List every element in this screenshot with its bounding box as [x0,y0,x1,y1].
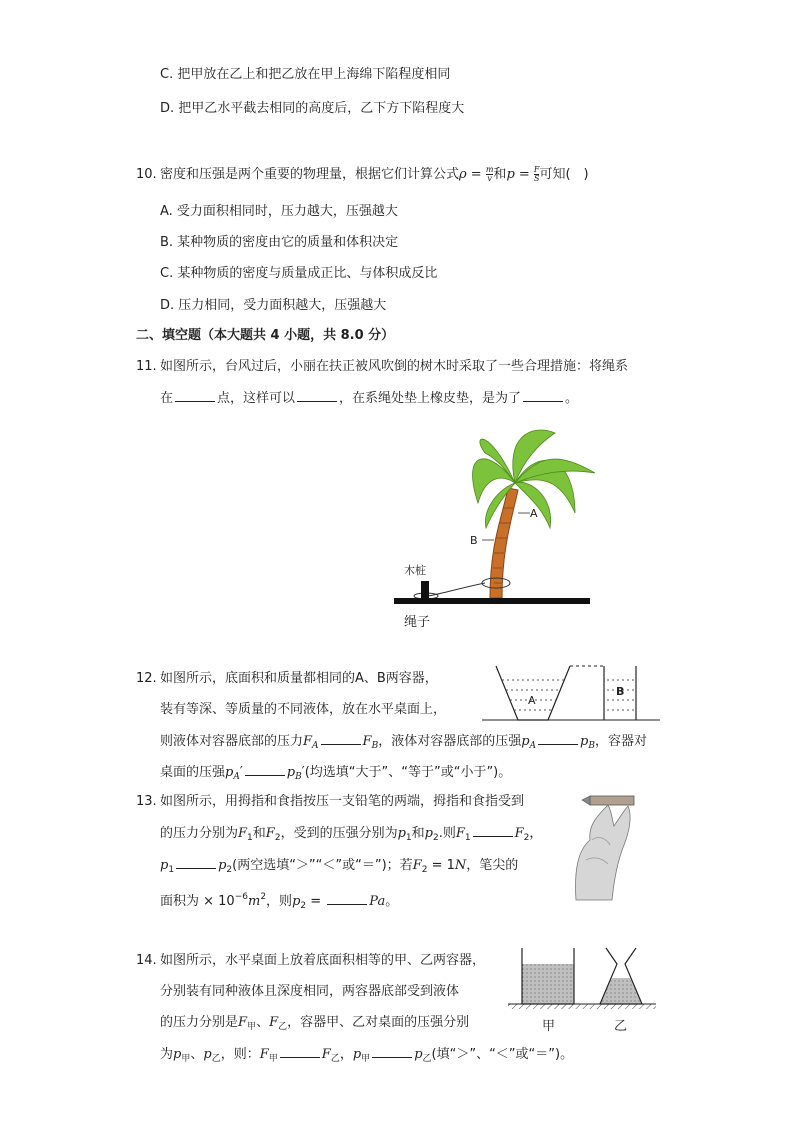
answer-blank[interactable] [297,389,337,402]
q12-line3: 则液体对容器底部的压力$F_A$ $F_B$，液体对容器底部的压强$p_A$ $p_B$，容器对 [160,734,648,751]
q10-option-b: B. 某种物质的密度由它的质量和体积决定 [160,235,399,250]
q9-option-c: C. 把甲放在乙上和把乙放在甲上海绵下陷程度相同 [160,67,451,82]
hand [576,805,631,900]
q10-option-a: A. 受力面积相同时，压力越大，压强越大 [160,204,398,219]
palm-tree-figure [390,418,600,633]
container-a-label: A [528,694,536,707]
q13-line3: $p_1$ $p_2$(两空选填“＞”“＜”或“＝”)；若$F_2 = 1N$，笔尖的 [160,858,519,875]
container-a [496,666,570,720]
table-ground [508,1004,656,1009]
section-title: 二、填空题（本大题共 4 小题，共 8.0 分） [136,328,395,343]
label-yi: 乙 [614,1019,628,1034]
containers-ab-figure [482,660,662,726]
q10-option-d: D. 压力相同，受力面积越大，压强越大 [160,298,387,313]
q14-line2: 分别装有同种液体且深度相同，两容器底部受到液体 [160,984,460,999]
q13-line4: 面积为 × $10^{-6}m^2$，则$p_2 = Pa$。 [160,892,399,911]
answer-blank[interactable] [176,856,216,869]
answer-blank[interactable] [175,389,215,402]
q14-line1: 如图所示，水平桌面上放着底面积相等的甲、乙两容器， [160,953,486,968]
label-rope: 绳子 [404,615,431,630]
hand-pencil-figure [568,790,640,902]
liquid-jia [522,964,574,1004]
answer-blank[interactable] [245,763,285,776]
label-stake: 木桩 [404,564,426,577]
containers-jia-yi-figure [506,944,658,1036]
answer-blank[interactable] [372,1045,412,1058]
q10-option-c: C. 某种物质的密度与质量成正比、与体积成反比 [160,266,438,281]
q11-line1: 如图所示，台风过后，小丽在扶正被风吹倒的树木时采取了一些合理措施：将绳系 [160,359,629,374]
q12-line2: 装有等深、等质量的不同液体，放在水平桌面上， [160,702,447,717]
q14-line4: 为$p_甲$、$p_乙$，则：$F_甲$ $F_乙$，$p_甲$ $p_乙$(填“＞”、“＜”或“＝”)。 [160,1047,574,1064]
q12-line4: 桌面的压强$p_A'$ $p_B'$(均选填“大于”、“等于”或“小于”)。 [160,765,512,782]
fraction-f-over-s: $\frac{F}{S}$ [533,165,540,183]
answer-blank[interactable] [523,389,563,402]
q13-number: 13. [136,794,157,809]
q14-number: 14. [136,953,157,968]
container-b-label: B [616,685,625,698]
q12-number: 12. [136,671,157,686]
label-jia: 甲 [542,1019,556,1034]
answer-blank[interactable] [538,732,578,745]
pencil [590,796,634,805]
label-a: A [530,507,538,520]
q9-option-d: D. 把甲乙水平截去相同的高度后，乙下方下陷程度大 [160,101,465,116]
q14-line3: 的压力分别是$F_甲$、$F_乙$，容器甲、乙对桌面的压强分别 [160,1015,470,1032]
q13-line2: 的压力分别为$F_1$和$F_2$，受到的压强分别为$p_1$和$p_2$.则$F_1$ $F_2$， [160,826,543,843]
fraction-m-over-v: $\frac{m}{v}$ [485,165,494,183]
answer-blank[interactable] [321,732,361,745]
answer-blank[interactable] [280,1045,320,1058]
ground [394,598,590,604]
q11-line2: 在 点，这样可以 ，在系绳处垫上橡皮垫，是为了 。 [160,391,579,406]
q13-line1: 如图所示，用拇指和食指按压一支铅笔的两端，拇指和食指受到 [160,794,525,809]
answer-blank[interactable] [327,892,367,905]
q10-number: 10. [136,167,157,182]
liquid-yi [600,978,642,1004]
q12-line1: 如图所示，底面积和质量都相同的A、B两容器， [160,671,438,686]
q11-number: 11. [136,359,157,374]
label-b: B [470,534,478,547]
answer-blank[interactable] [473,824,513,837]
q10-stem: 密度和压强是两个重要的物理量，根据它们计算公式ρ = $\frac{m}{v}$ 和p = $\frac{F}{S}$ 可知( ) [160,165,589,183]
